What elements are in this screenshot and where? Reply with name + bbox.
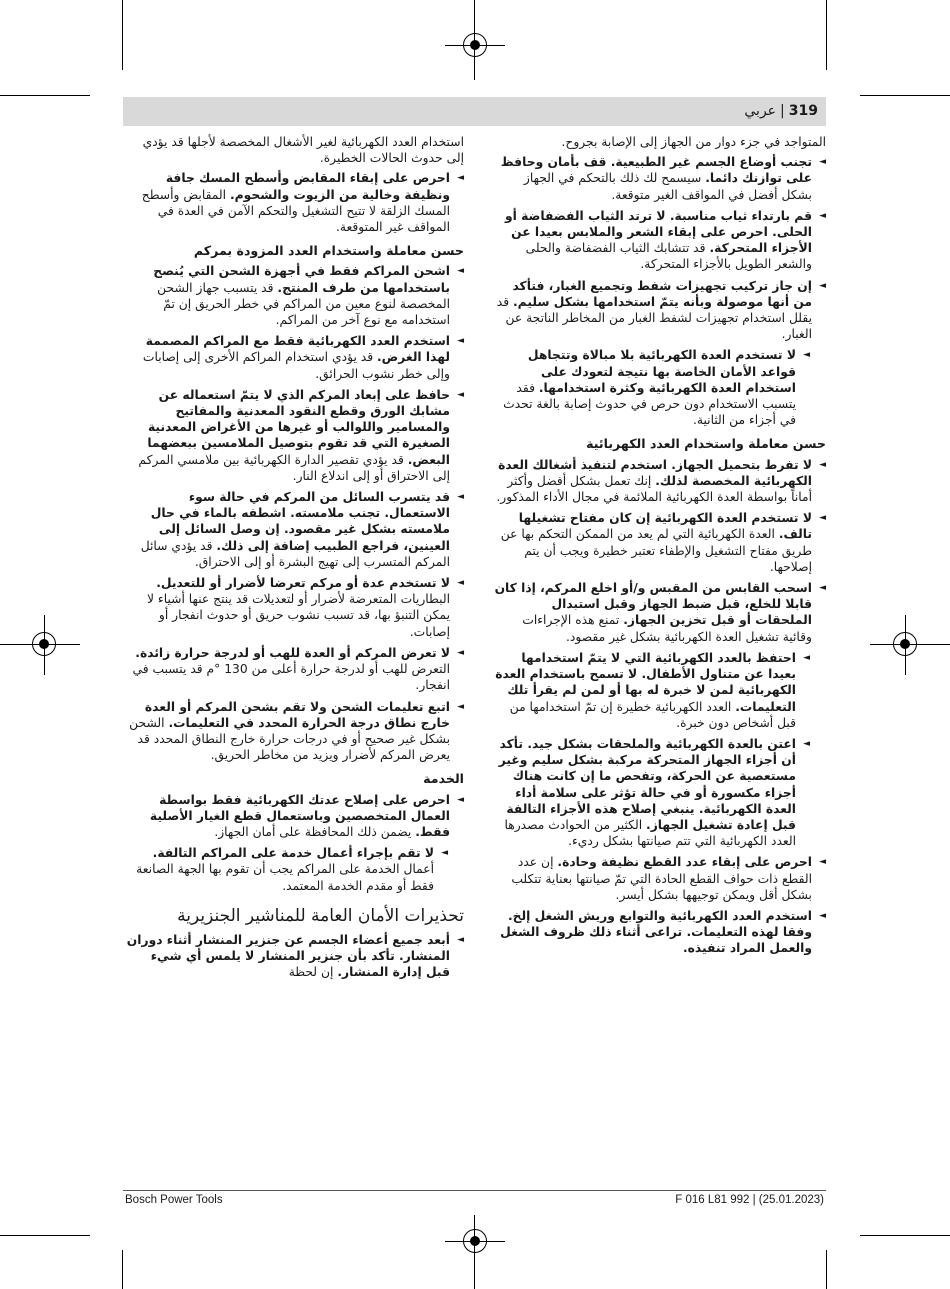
safety-item-bold: احرص على إصلاح عدتك الكهربائية فقط بواسطة العمال المتخصصين وباستعمال قطع الغيار الأصلية فقط. (149, 792, 450, 839)
safety-item-text: فقد يتسبب الاستخدام دون حرص في حدوث إصابة بالغة تحدث في أجزاء من الثانية. (503, 380, 796, 428)
safety-item (126, 263, 464, 328)
safety-item (126, 489, 464, 570)
safety-item (494, 154, 826, 203)
crop-mark (826, 1250, 827, 1289)
safety-item (126, 575, 464, 640)
chapter-heading: تحذيرات الأمان العامة للمناشير الجنزيرية (177, 905, 464, 926)
safety-item-text: إنك تعمل بشكل أفضل وأكثر أماناً بواسطة العدة الكهربائية الملائمة في مجال الأداء المذكور. (496, 473, 812, 505)
safety-item-text: قد تتشابك الثياب الفضفاضة والحلى والشعر الطويل بالأجزاء المتحركة. (525, 241, 812, 272)
safety-item-text: يضمن ذلك المحافظة على أمان الجهاز. (214, 824, 416, 839)
registration-mark-right (893, 632, 917, 656)
safety-item-bold: لا تستخدم عدة أو مركم تعرضا لأضرار أو للتعديل. (156, 576, 450, 591)
safety-item-text: البطاريات المتعرضة لأضرار أو لتعديلات قد ينتج عنها أشياء لا يمكن التنبؤ بها، قد تسبب نشوب حريق أو حدوث انفجار أو إصابات. (147, 592, 450, 639)
safety-item (494, 457, 826, 506)
safety-item-text: سيسمح لك ذلك بالتحكم في الجهاز بشكل أفضل في المواقف الغير متوقعة. (523, 171, 812, 202)
safety-item-text: قد يؤدي استخدام المراكم الأخرى إلى إصابات وإلى خطر نشوب الحرائق. (142, 350, 450, 381)
page-number-label (744, 103, 818, 119)
safety-item-bold: اعتن بالعدة الكهربائية والملحقات بشكل جيد. تأكد أن أجزاء الجهاز المتحركة مركبة بشكل سليم وغير مستعصية عن الحركة، وتفحص ما إن كانت هناك أجزاء مكسورة أو في حالة تؤثر على سلامة أداء العدة الكهربائية. ينبغي إصلاح هذه الأجزاء التالفة قبل إعادة تشغيل الجهاز. (498, 736, 796, 832)
crop-mark (860, 1235, 950, 1236)
safety-item-bold: لا تستخدم العدة الكهربائية بلا مبالاة وتتجاهل قواعد الأمان الخاصة بها نتيجة لتعودك على استخدام العدة الكهربائية وكثرة استخدامها. (527, 348, 796, 395)
safety-item-bold: استخدم العدد الكهربائية فقط مع المراكم المصممة لهذا الغرض. (145, 334, 450, 365)
paragraph-text: استخدام العدد الكهربائية لغير الأشغال المخصصة لأجلها قد يؤدي إلى حدوث الحالات الخطيرة. (142, 135, 464, 166)
safety-item (126, 333, 464, 382)
safety-item-bold: استخدم العدد الكهربائية والتوابع وريش الشغل إلخ. وفقا لهذه التعليمات. تراعى أثناء ذلك ظروف الشغل والعمل المراد تنفيذه. (500, 908, 812, 956)
safety-item-bold: حافظ على إبعاد المركم الذي لا يتمّ استعماله عن مشابك الورق وقطع النقود المعدنية والمفاتيح والمسامير واللوالب أو غيرها من الأغراض المعدنية الصغيرة التي قد تقوم بتوصيل الملامسين ببعضهما البعض. (147, 387, 450, 467)
footer-brand: Bosch Power Tools (125, 1194, 223, 1206)
safety-item-text: إن لحظة (288, 965, 338, 980)
safety-item-bold: قد يتسرب السائل من المركم في حالة سوء الاستعمال. تجنب ملامسته. اشطفه بالماء في حال ملامسته بشكل غير مقصود. إن وصل السائل إلى العينين، فراجع الطبيب إضافة إلى ذلك. (150, 490, 450, 553)
safety-item-text: أعمال الخدمة على المراكم يجب أن تقوم بها الجهة الصانعة فقط أو مقدم الخدمة المعتمد. (136, 862, 434, 893)
safety-item-text: قد يؤدي تقصير الدارة الكهربائية بين ملامسي المركم إلى الاحتراق أو إلى اندلاع النار. (138, 452, 450, 483)
paragraph (126, 134, 464, 166)
safety-item-text: التعرض للهب أو لدرجة حرارة أعلى من 130 °م قد يتسبب في انفجار. (132, 662, 450, 693)
safety-item-bold: اتبع تعليمات الشحن ولا تقم بشحن المركم أو العدة خارج نطاق درجة الحرارة المحدد في التعليمات. (144, 699, 450, 730)
paragraph (494, 134, 826, 150)
crop-mark (0, 1235, 90, 1236)
safety-item (126, 387, 464, 484)
crop-mark (0, 95, 90, 96)
safety-item-bold: لا تعرض المركم أو العدة للهب أو لدرجة حرارة زائدة. (135, 645, 450, 660)
safety-item-bold: لا تستخدم العدة الكهربائية إن كان مفتاح تشغيلها تالف. (518, 511, 812, 542)
safety-item-bold: إن جاز تركيب تجهيزات شفط وتجميع الغبار، فتأكد من أنها موصولة وبأنه يتمّ استخدامها بشكل سليم. (512, 278, 812, 309)
safety-item (126, 845, 464, 894)
safety-item-bold: أبعد جميع أعضاء الجسم عن جنزير المنشار أثناء دوران المنشار. تأكد بأن جنزير المنشار لا يلمس أي شيء قبل إدارة المنشار. (126, 932, 450, 980)
safety-item (126, 170, 464, 235)
left-column (126, 134, 464, 986)
crop-mark (122, 1250, 123, 1289)
safety-item (494, 908, 826, 957)
safety-item (126, 932, 464, 981)
crop-mark (826, 0, 827, 70)
safety-item (494, 510, 826, 575)
safety-item (126, 645, 464, 694)
safety-item-bold: لا تفرط بتحميل الجهاز. استخدم لتنفيذ أشغالك العدة الكهربائية المخصصة لذلك. (498, 457, 812, 488)
safety-item-text: إن عدد القطع ذات حواف القطع الحادة التي تمّ صيانتها بعناية تتكلب بشكل أقل ويمكن توجيهها بشكل أيسر. (511, 855, 812, 902)
safety-item (126, 699, 464, 764)
paragraph-text: المتواجد في جزء دوار من الجهاز إلى الإصابة بجروح. (561, 135, 826, 149)
crop-mark (860, 95, 950, 96)
section-heading: حسن معاملة واستخدام العدد المزودة بمركم (193, 243, 464, 259)
safety-item-text: الكثير من الحوادث مصدرها العدد الكهربائية التي تتم صيانتها بشكل رديء. (504, 817, 796, 849)
safety-item-text: قد يؤدي سائل المركم المتسرب إلى تهيج البشرة أو إلى الاحتراق. (140, 538, 450, 569)
registration-mark-top (463, 33, 487, 57)
safety-item-text: قد يتسبب جهاز الشحن المخصصة لنوع معين من المراكم في خطر الحريق إن تمّ استخدامه مع نوع آخر من المراكم. (157, 280, 450, 328)
safety-item (126, 792, 464, 841)
safety-item (494, 854, 826, 903)
language-label: عربي (744, 103, 777, 119)
safety-item-text: المقابض وأسطح المسك الزلقة لا تتيح التشغيل والتحكم الآمن في العدة في المواقف غير المتوقعة. (141, 187, 450, 235)
registration-mark-left (32, 632, 56, 656)
section-heading: الخدمة (423, 771, 464, 787)
safety-item-text: العدة الكهربائية التي لم يعد من الممكن التحكم بها عن طريق مفتاح التشغيل والإطفاء تعتبر خطيرة ويجب أن يتم إصلاحها. (500, 527, 812, 574)
safety-item (494, 650, 826, 731)
safety-item-bold: لا تقم بإجراء أعمال خدمة على المراكم التالفة. (152, 846, 434, 861)
safety-item-bold: احرص على إبقاء المقابض وأسطح المسك جافة ونظيفة وخالية من الزيوت والشحوم. (165, 171, 450, 202)
page-header (123, 97, 826, 126)
right-column (494, 134, 826, 962)
crop-mark (122, 0, 123, 70)
safety-item-bold: احرص على إبقاء عدد القطع نظيفة وحادة. (557, 855, 812, 870)
section-heading: حسن معاملة واستخدام العدد الكهربائية (586, 436, 826, 452)
safety-item-text: العدد الكهربائية خطيرة إن تمّ استخدامها من قبل أشخاص دون خبرة. (509, 699, 796, 730)
safety-item-text: تمنع هذه الإجراءات وقائية تشغيل العدة الكهربائية بشكل غير مقصود. (522, 613, 812, 644)
safety-item (494, 347, 826, 428)
registration-mark-bottom (463, 1229, 487, 1253)
safety-item-bold: تجنب أوضاع الجسم غير الطبيعية. قف بأمان وحافظ على توازنك دائما. (500, 155, 812, 186)
safety-item-bold: قم بارتداء ثياب مناسبة. لا ترتد الثياب الفضفاضة أو الحلى. احرص على إبقاء الشعر والملابس بعيدا عن الأجزاء المتحركة. (504, 208, 812, 256)
safety-item-text: الشحن بشكل غير صحيح أو في درجات حرارة خارج النطاق المحدد قد يعرض المركم لأضرار ويزيد من مخاطر الحريق. (129, 715, 450, 763)
page-number: 319 (788, 103, 818, 119)
safety-item (494, 580, 826, 645)
safety-item-bold: احتفظ بالعدد الكهربائية التي لا يتمّ استخدامها بعيدا عن متناول الأطفال. لا تسمح باستخدام العدة الكهربائية لمن لا خبرة له بها أو لمن لم يقرأ تلك التعليمات. (495, 650, 796, 714)
header-separator: | (780, 103, 785, 119)
footer-doc-id: F 016 L81 992 | (25.01.2023) (675, 1194, 824, 1206)
safety-item-bold: اسحب القابس من المقبس و/أو اخلع المركم، إذا كان قابلا للخلع، قبل ضبط الجهاز وقبل استبدال الملحقات أو قبل تخزين الجهاز. (494, 581, 812, 628)
safety-item-text: قد يقلل استخدام تجهيزات لشفط الغبار من المخاطر الناتجة عن الغبار. (496, 294, 812, 342)
safety-item (494, 736, 826, 849)
safety-item-bold: اشحن المراكم فقط في أجهزة الشحن التي يُنصح باستخدامها من طرف المنتج. (153, 264, 450, 295)
safety-item (494, 278, 826, 343)
safety-item (494, 208, 826, 273)
page-footer (123, 1190, 826, 1211)
